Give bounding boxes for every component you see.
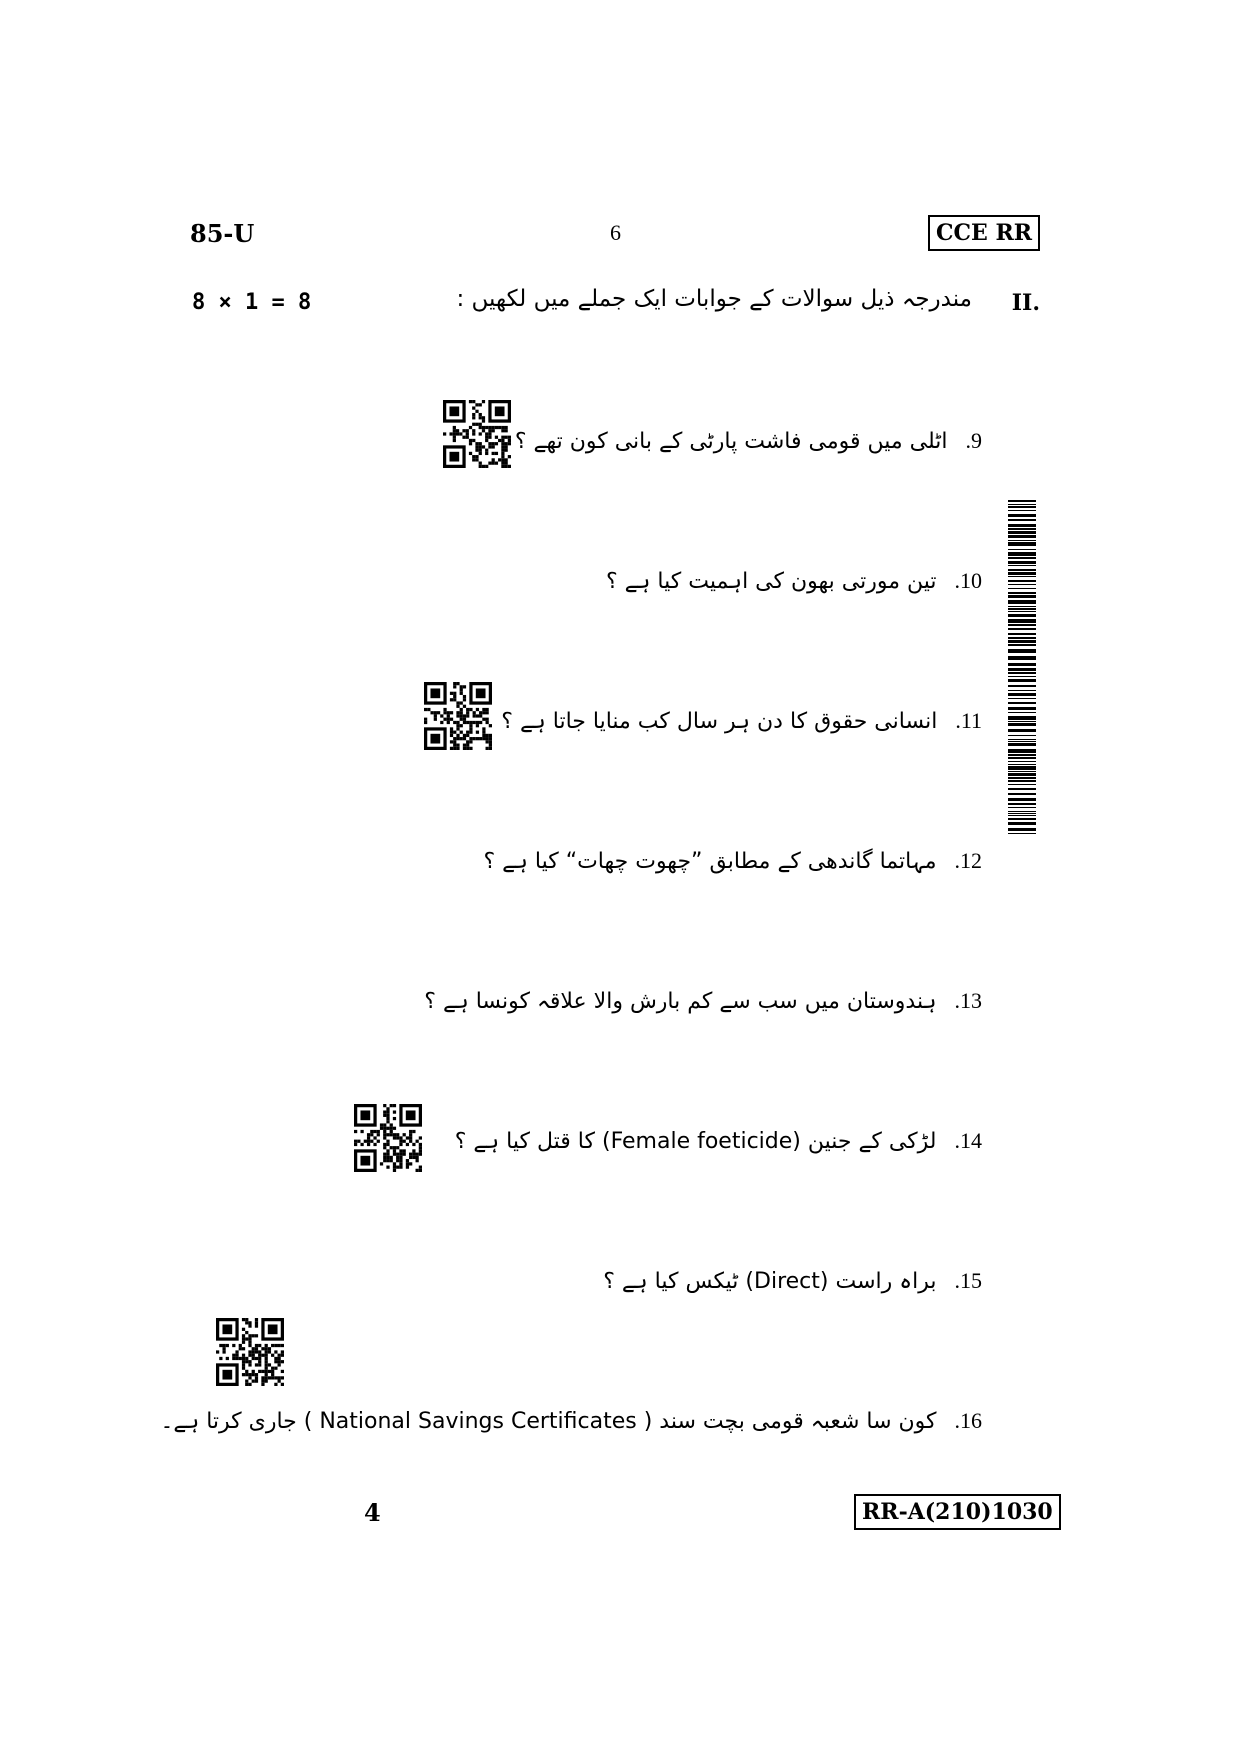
question-item bbox=[501, 708, 982, 734]
question-text: مہاتما گاندھی کے مطابق ”چھوت چھات“ کیا ہے ؟ bbox=[483, 849, 937, 874]
question-item bbox=[483, 848, 982, 874]
question-text: ہندوستان میں سب سے کم بارش والا علاقہ کونسا ہے ؟ bbox=[424, 989, 937, 1014]
question-number: 16. bbox=[954, 1408, 982, 1433]
print-code: RR-A(210)1030 bbox=[854, 1494, 1061, 1530]
paper-code: 85-U bbox=[190, 219, 255, 248]
qr-code-icon bbox=[354, 1104, 422, 1172]
question-number: 13. bbox=[954, 988, 982, 1013]
question-number: 15. bbox=[954, 1268, 982, 1293]
section-instruction: مندرجہ ذیل سوالات کے جوابات ایک جملے میں لکھیں : bbox=[456, 286, 972, 312]
question-text: کون سا شعبہ قومی بچت سند ( National Savings Certificates ) جاری کرتا ہے۔ bbox=[160, 1409, 937, 1434]
question-number: 9. bbox=[965, 428, 982, 453]
question-number: 11. bbox=[955, 708, 982, 733]
qr-code-icon bbox=[424, 682, 492, 750]
qr-code-icon bbox=[216, 1318, 284, 1386]
barcode-icon bbox=[1008, 500, 1036, 836]
question-item bbox=[603, 1268, 982, 1294]
question-item bbox=[515, 428, 982, 454]
section-roman: II. bbox=[1011, 290, 1040, 316]
question-text: براہ راست (Direct) ٹیکس کیا ہے ؟ bbox=[603, 1269, 937, 1294]
question-item bbox=[455, 1128, 982, 1154]
qr-code-icon bbox=[443, 400, 511, 468]
question-text: تین مورتی بھون کی اہمیت کیا ہے ؟ bbox=[605, 569, 937, 594]
question-item bbox=[424, 988, 982, 1014]
sheet-number: 4 bbox=[364, 1498, 381, 1527]
series-box: CCE RR bbox=[928, 215, 1040, 251]
question-text: انسانی حقوق کا دن ہر سال کب منایا جاتا ہے ؟ bbox=[501, 709, 938, 734]
question-item bbox=[606, 568, 982, 594]
question-text: لڑکی کے جنین (Female foeticide) کا قتل کیا ہے ؟ bbox=[454, 1129, 937, 1154]
question-number: 14. bbox=[954, 1128, 982, 1153]
page-number: 6 bbox=[610, 220, 621, 245]
question-number: 10. bbox=[954, 568, 982, 593]
question-text: اٹلی میں قومی فاشت پارٹی کے بانی کون تھے ؟ bbox=[514, 429, 948, 454]
question-item bbox=[161, 1408, 982, 1434]
section-marks: 8 × 1 = 8 bbox=[192, 290, 312, 315]
question-number: 12. bbox=[954, 848, 982, 873]
